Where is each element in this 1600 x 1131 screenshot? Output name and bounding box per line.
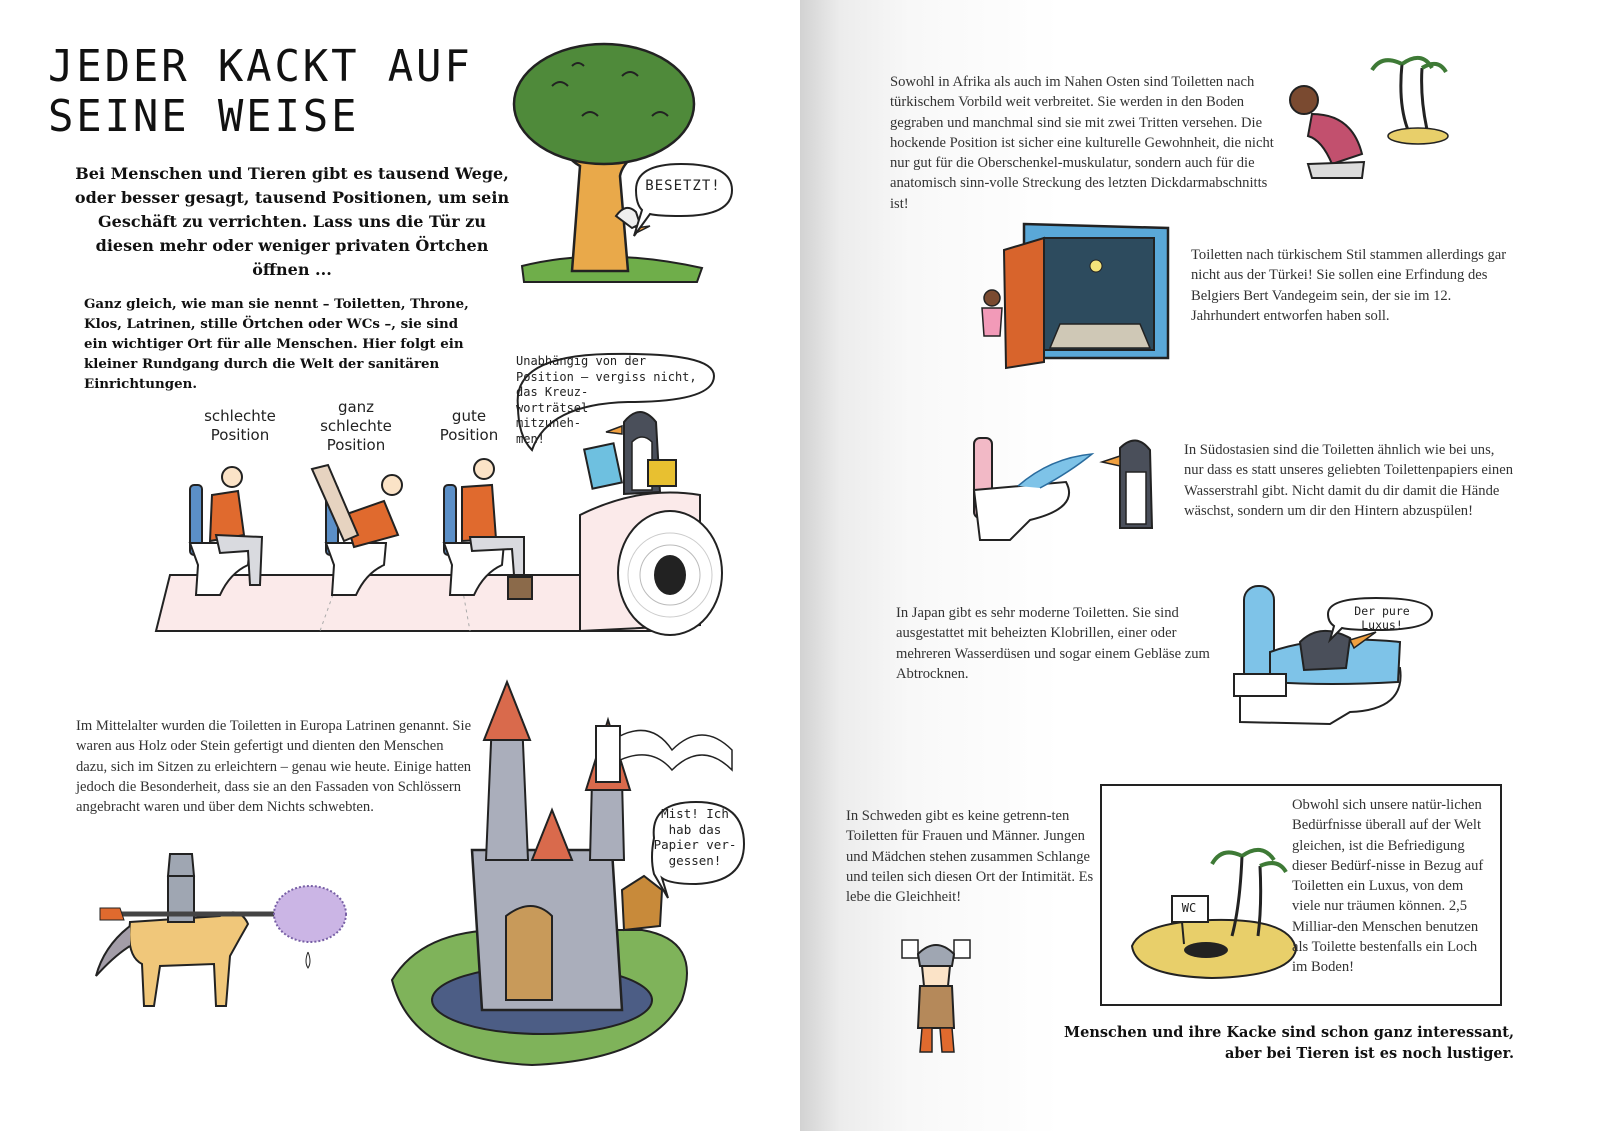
wc-island-illustration xyxy=(1122,826,1312,986)
viking-illustration xyxy=(898,932,988,1062)
right-page xyxy=(800,0,1600,1131)
turkish-paragraph: Toiletten nach türkischem Stil stammen allerdings gar nicht aus der Türkei! Sie sollen eine Erfindung des Belgiers Bert Vandegeim sein, der sie im 12. Jahrhundert entworfen haben soll. xyxy=(1191,247,1507,324)
asia-paragraph: In Südostasien sind die Toiletten ähnlich wie bei uns, nur dass es statt unseres geliebten Toilettenpapiers einen Wasserstrahl gibt. Nicht damit du dir damit die Hände wäschst, sondern um dir den Hintern abzuspülen! xyxy=(1184,442,1514,519)
penguin-bubble-text: Unabhängig von der Position – vergiss nicht, das Kreuz- worträtsel mitzuneh- men! xyxy=(516,354,697,446)
global-sanitation-text: Obwohl sich unsere natür-lichen Bedürfnisse überall auf der Welt gleichen, ist die Befriedigung dieser Bedürf-nisse in Bezug auf Toiletten ein Luxus, von dem viele nur träumen können. 2,5 Milliar-den Menschen benutzen als Toilette bestenfalls ein Loch im Boden! xyxy=(1292,797,1484,976)
wc-sign-text: WC xyxy=(1181,901,1197,915)
japan-paragraph: In Japan gibt es sehr moderne Toiletten. Sie sind ausgestattet mit beheizten Klobrillen, einer oder mehreren Wasserdüsen und sogar einem Gebläse zum Abtrocknen. xyxy=(896,605,1210,682)
lead-paragraph: Bei Menschen und Tieren gibt es tausend Wege, oder besser gesagt, tausend Positionen, um sein Geschäft zu verrichten. Lass uns die Tür zu diesen mehr oder weniger privaten Örtchen öffnen ... xyxy=(74,164,510,279)
page-title: JEDER KACKT AUF SEINE WEISE xyxy=(48,41,473,142)
label-very-bad-position: ganz schlechte Position xyxy=(320,398,392,454)
castle-bubble-text: Mist! Ich hab das Papier ver- gessen! xyxy=(653,806,737,868)
sweden-paragraph: In Schweden gibt es keine getrenn-ten Toiletten für Frauen und Männer. Jungen und Mädchen stehen zusammen Schlange und teilen sich diesen Ort der Intimität. Es lebe die Gleichheit! xyxy=(846,808,1094,906)
africa-paragraph: Sowohl in Afrika als auch im Nahen Osten sind Toiletten nach türkischem Vorbild weit verbreitet. Sie werden in den Boden gegraben und manchmal sind sie mit zwei Tritten versehen. Die hockende Position ist sicher eine kulturelle Gewohnheit, die nicht nur gut für die Oberschenkel-muskulatur, sondern auch für die anatomisch sinn-volle Streckung des letzten Dickdarmabschnitts ist! xyxy=(890,74,1274,212)
tree-bubble-text: BESETZT! xyxy=(645,178,721,194)
closing-text: Menschen und ihre Kacke sind schon ganz interessant, aber bei Tieren ist es noch lustiger. xyxy=(1064,1024,1514,1062)
tree-bubble-shape xyxy=(626,160,736,240)
medieval-paragraph: Im Mittelalter wurden die Toiletten in Europa Latrinen genannt. Sie waren aus Holz oder Stein gefertigt und dienten den Menschen dazu, sich im Sitzen zu erleichtern – genau wie heute. Einige hatten jedoch die Besonderheit, dass sie an den Fassaden von Schlössern angebracht waren und über dem Nichts schwebten. xyxy=(76,718,472,816)
turkish-cabin-illustration xyxy=(964,220,1164,380)
intro-paragraph: Ganz gleich, wie man sie nennt – Toiletten, Throne, Klos, Latrinen, stille Örtchen oder WCs –, sie sind ein wichtiger Ort für alle Menschen. Hier folgt ein kleiner Rundgang durch die Welt der sanitären Einrichtungen. xyxy=(84,296,469,392)
label-good-position: gute Position xyxy=(439,407,499,444)
label-bad-position: schlechte Position xyxy=(204,407,276,444)
water-jet-illustration xyxy=(970,428,1170,548)
japan-bubble-text: Der pure Luxus! xyxy=(1354,604,1410,632)
squatting-person-illustration xyxy=(1252,44,1432,194)
knight-illustration xyxy=(90,846,360,1026)
